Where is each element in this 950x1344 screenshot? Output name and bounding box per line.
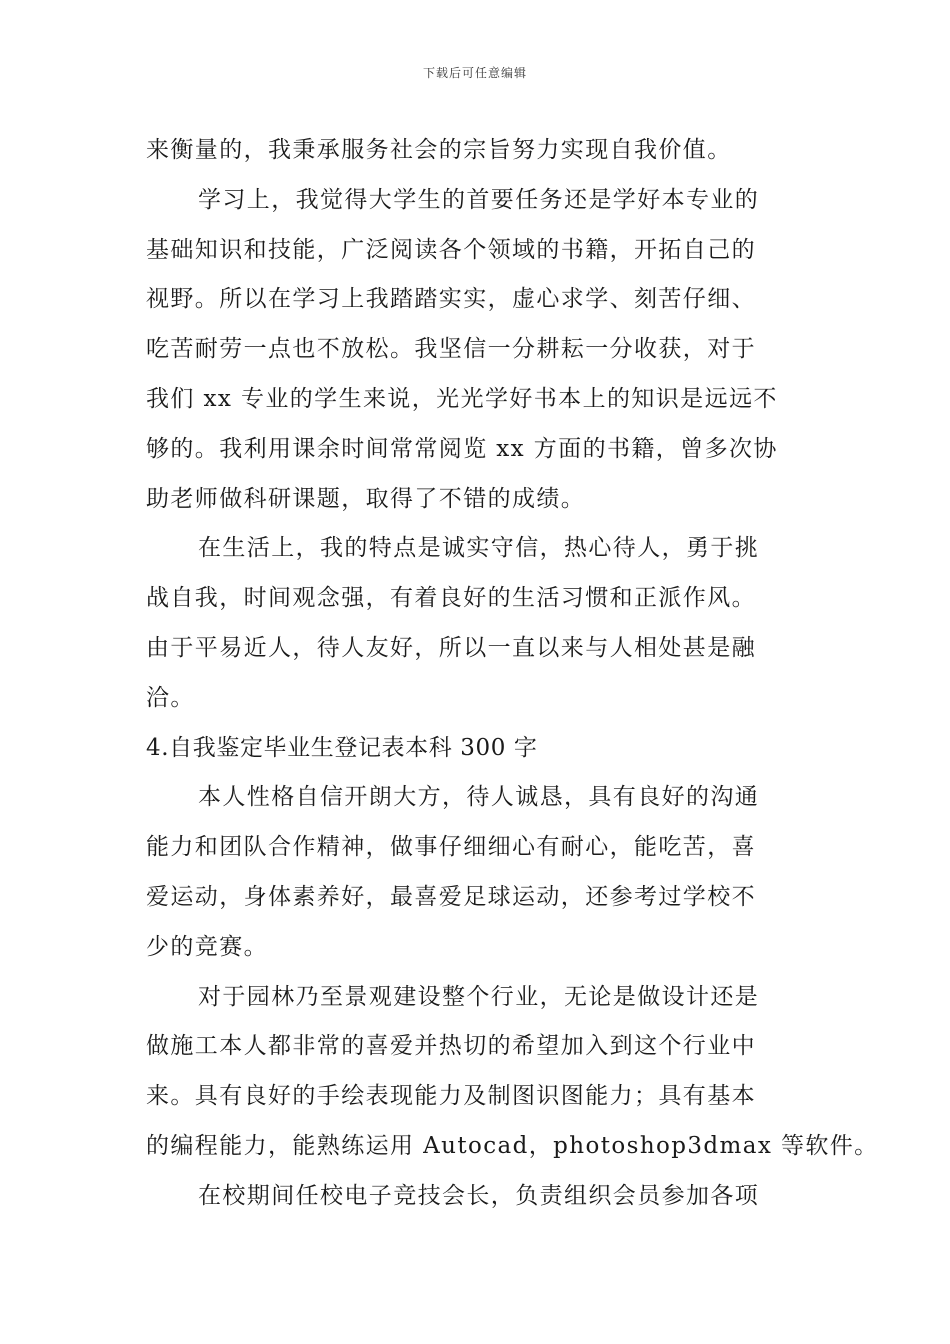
section-heading: 4.自我鉴定毕业生登记表本科 300 字 [146, 734, 538, 761]
text-line: 吃苦耐劳一点也不放松。我坚信一分耕耘一分收获，对于 [146, 336, 756, 363]
text-line: 基础知识和技能，广泛阅读各个领域的书籍，开拓自己的 [146, 236, 756, 263]
text-line: 助老师做科研课题，取得了不错的成绩。 [146, 485, 586, 512]
text-line: 爱运动，身体素养好，最喜爱足球运动，还参考过学校不 [146, 883, 756, 910]
document-body [146, 126, 879, 1222]
text-line: 洽。 [146, 684, 195, 711]
text-line: 学习上，我觉得大学生的首要任务还是学好本专业的 [198, 186, 760, 213]
page-header: 下载后可任意编辑 [422, 66, 527, 80]
text-line: 视野。所以在学习上我踏踏实实，虚心求学、刻苦仔细、 [146, 286, 756, 313]
text-line: 我们 xx 专业的学生来说，光光学好书本上的知识是远远不 [146, 385, 778, 412]
text-line: 做施工本人都非常的喜爱并热切的希望加入到这个行业中 [146, 1033, 756, 1060]
text-line: 少的竞赛。 [146, 933, 268, 960]
text-line: 战自我，时间观念强，有着良好的生活习惯和正派作风。 [146, 585, 756, 612]
text-line: 在校期间任校电子竞技会长，负责组织会员参加各项 [198, 1182, 760, 1209]
text-line: 在生活上，我的特点是诚实守信，热心待人，勇于挑 [198, 535, 760, 562]
text-line: 的编程能力，能熟练运用 Autocad，photoshop3dmax 等软件。 [146, 1132, 879, 1159]
text-line: 能力和团队合作精神，做事仔细细心有耐心，能吃苦，喜 [146, 834, 756, 861]
text-line: 够的。我利用课余时间常常阅览 xx 方面的书籍，曾多次协 [146, 435, 778, 462]
text-line: 对于园林乃至景观建设整个行业，无论是做设计还是 [198, 983, 760, 1010]
text-line: 本人性格自信开朗大方，待人诚恳，具有良好的沟通 [198, 784, 760, 811]
text-line: 由于平易近人，待人友好，所以一直以来与人相处甚是融 [146, 634, 756, 661]
text-line: 来。具有良好的手绘表现能力及制图识图能力；具有基本 [146, 1083, 756, 1110]
text-line: 来衡量的，我秉承服务社会的宗旨努力实现自我价值。 [146, 137, 732, 163]
